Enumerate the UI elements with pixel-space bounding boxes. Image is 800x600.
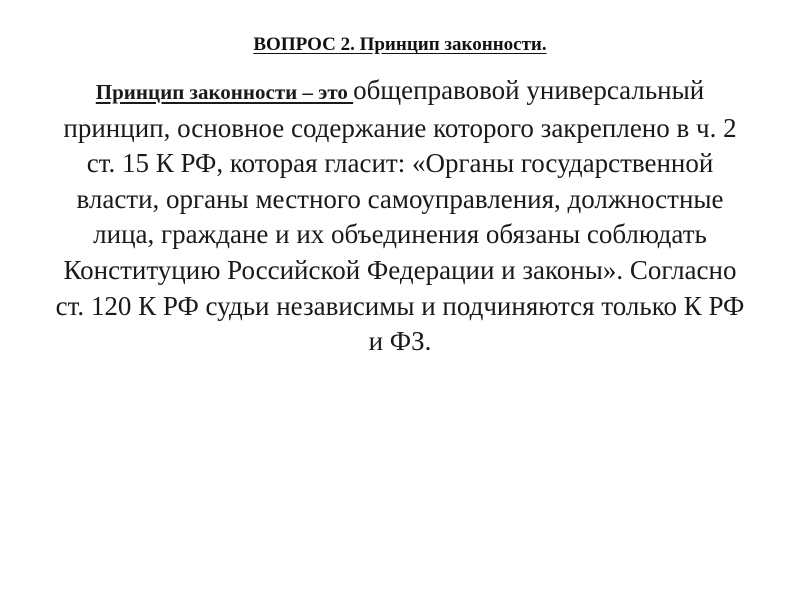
slide-title: ВОПРОС 2. Принцип законности. [253,34,547,55]
slide-body-text [50,73,750,360]
definition-text: общеправовой универсальный принцип, основное содержание которого закреплено в ч. 2 ст. 15 К РФ, которая гласит: «Органы государственной власти, органы местного самоуправления, должностные лица, граждане и их объединения обязаны соблюдать Конституцию Российской Федерации и законы». Согласно ст. 120 К РФ судьи независимы и подчиняются только К РФ и ФЗ. [55,75,745,357]
defined-term: Принцип законности – это [95,80,354,104]
